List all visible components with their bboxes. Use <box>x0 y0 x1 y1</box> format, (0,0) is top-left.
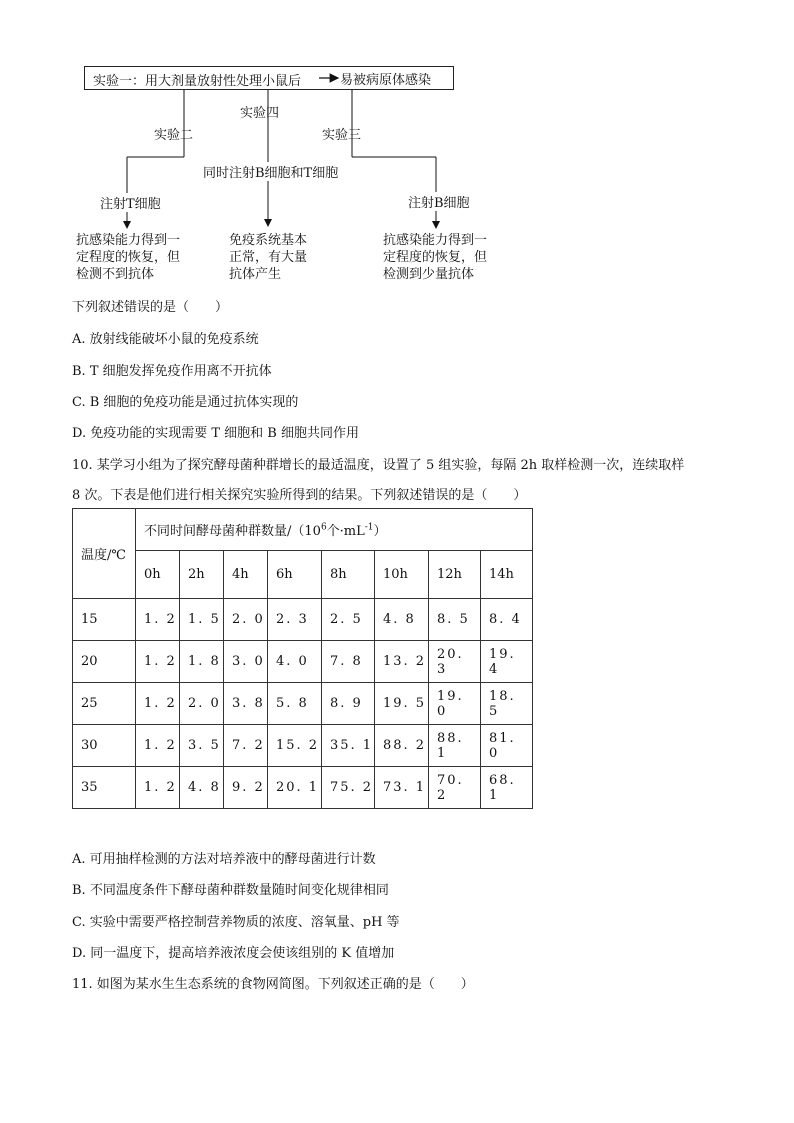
time-header: 6h <box>268 551 322 599</box>
table-row <box>73 767 533 809</box>
count-cell: 7. 2 <box>224 725 268 767</box>
count-cell: 4. 8 <box>375 599 429 641</box>
table-row <box>73 599 533 641</box>
time-header: 14h <box>481 551 533 599</box>
experiment-four-label: 实验四 <box>240 106 280 121</box>
count-cell: 68. 1 <box>481 767 533 809</box>
temperature-cell: 35 <box>73 767 136 809</box>
q10-stem-line2: 8 次。下表是他们进行相关探究实验所得到的结果。下列叙述错误的是（ ） <box>72 488 527 503</box>
count-cell: 88. 1 <box>429 725 481 767</box>
q9-option-a: A. 放射线能破坏小鼠的免疫系统 <box>72 332 259 347</box>
count-cell: 3. 5 <box>180 725 224 767</box>
count-cell: 4. 8 <box>180 767 224 809</box>
time-header: 2h <box>180 551 224 599</box>
time-header: 12h <box>429 551 481 599</box>
q10-stem-line1: 10. 某学习小组为了探究酵母菌种群增长的最适温度，设置了 5 组实验，每隔 2h 取样检测一次，连续取样 <box>72 458 685 473</box>
count-cell: 19. 0 <box>429 683 481 725</box>
experiment-four-action: 同时注射B细胞和T细胞 <box>203 162 338 181</box>
temperature-header: 温度/℃ <box>73 509 136 599</box>
count-cell: 9. 2 <box>224 767 268 809</box>
temperature-cell: 15 <box>73 599 136 641</box>
result-left: 抗感染能力得到一定程度的恢复，但检测不到抗体 <box>76 233 181 282</box>
count-cell: 4. 0 <box>268 641 322 683</box>
q9-stem: 下列叙述错误的是（ ） <box>72 300 229 315</box>
experiment-three-action: 注射B细胞 <box>408 192 470 211</box>
count-cell: 70. 2 <box>429 767 481 809</box>
count-cell: 19. 4 <box>481 641 533 683</box>
count-cell: 1. 2 <box>136 725 180 767</box>
time-header: 8h <box>322 551 375 599</box>
q11-stem: 11. 如图为某水生生态系统的食物网简图。下列叙述正确的是（ ） <box>72 977 474 992</box>
count-cell: 81. 0 <box>481 725 533 767</box>
count-cell: 1. 8 <box>180 641 224 683</box>
count-cell: 19. 5 <box>375 683 429 725</box>
count-cell: 2. 3 <box>268 599 322 641</box>
count-cell: 7. 8 <box>322 641 375 683</box>
count-cell: 15. 2 <box>268 725 322 767</box>
time-header: 4h <box>224 551 268 599</box>
q9-option-b: B. T 细胞发挥免疫作用离不开抗体 <box>72 364 272 379</box>
count-cell: 1. 2 <box>136 767 180 809</box>
q9-option-d: D. 免疫功能的实现需要 T 细胞和 B 细胞共同作用 <box>72 426 359 441</box>
q9-option-c: C. B 细胞的免疫功能是通过抗体实现的 <box>72 395 299 410</box>
experiment-two-label: 实验二 <box>154 128 194 143</box>
count-cell: 2. 0 <box>180 683 224 725</box>
count-cell: 8. 5 <box>429 599 481 641</box>
count-cell: 35. 1 <box>322 725 375 767</box>
count-cell: 18. 5 <box>481 683 533 725</box>
result-middle: 免疫系统基本正常，有大量抗体产生 <box>229 233 308 282</box>
q10-option-d: D. 同一温度下，提高培养液浓度会使该组别的 K 值增加 <box>72 946 395 961</box>
group-header: 不同时间酵母菌种群数量$/(10^6$个$\cdot mL^{-1}$） <box>136 509 533 551</box>
temperature-cell: 30 <box>73 725 136 767</box>
experiment-one-text: 实验一：用大剂量放射性处理小鼠后 <box>93 74 302 89</box>
count-cell: 73. 1 <box>375 767 429 809</box>
q10-option-b: B. 不同温度条件下酵母菌种群数量随时间变化规律相同 <box>72 883 389 898</box>
count-cell: 2. 0 <box>224 599 268 641</box>
table-row <box>73 683 533 725</box>
yeast-data-table <box>72 508 533 809</box>
count-cell: 8. 9 <box>322 683 375 725</box>
count-cell: 1. 5 <box>180 599 224 641</box>
temperature-cell: 20 <box>73 641 136 683</box>
count-cell: 1. 2 <box>136 641 180 683</box>
table-row <box>73 725 533 767</box>
count-cell: 1. 2 <box>136 599 180 641</box>
count-cell: 2. 5 <box>322 599 375 641</box>
count-cell: 3. 0 <box>224 641 268 683</box>
result-right: 抗感染能力得到一定程度的恢复，但检测到少量抗体 <box>383 233 488 282</box>
experiment-two-action: 注射T细胞 <box>100 193 161 212</box>
table-row <box>73 641 533 683</box>
count-cell: 88. 2 <box>375 725 429 767</box>
time-header: 0h <box>136 551 180 599</box>
experiment-three-label: 实验三 <box>322 128 362 143</box>
time-header: 10h <box>375 551 429 599</box>
count-cell: 13. 2 <box>375 641 429 683</box>
count-cell: 20. 1 <box>268 767 322 809</box>
count-cell: 1. 2 <box>136 683 180 725</box>
count-cell: 5. 8 <box>268 683 322 725</box>
q10-option-a: A. 可用抽样检测的方法对培养液中的酵母菌进行计数 <box>72 852 376 867</box>
count-cell: 3. 8 <box>224 683 268 725</box>
count-cell: 8. 4 <box>481 599 533 641</box>
temperature-cell: 25 <box>73 683 136 725</box>
count-cell: 20. 3 <box>429 641 481 683</box>
count-cell: 75. 2 <box>322 767 375 809</box>
infection-label: 易被病原体感染 <box>340 73 432 88</box>
q10-option-c: C. 实验中需要严格控制营养物质的浓度、溶氧量、pH 等 <box>72 915 400 930</box>
